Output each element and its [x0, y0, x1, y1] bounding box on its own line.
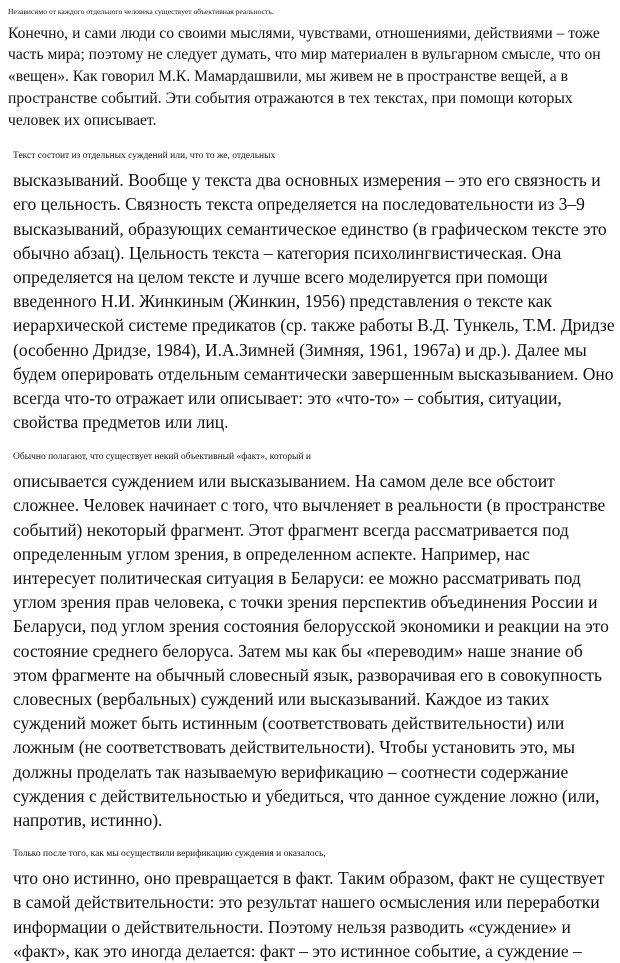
- text-line: обычно абзац). Цельность текста – категория психолингвистическая. Она: [13, 242, 562, 263]
- text-line: напротив, истинно).: [13, 810, 163, 831]
- text-line: пространстве событий. Эти события отражаются в тех текстах, при помощи которых: [8, 89, 573, 107]
- text-line: должны проделать так называемую верификацию – соотнести содержание: [13, 761, 569, 782]
- text-line: ложным (не соответствовать действительности). Чтобы установить это, мы: [13, 737, 576, 758]
- text-line: Только после того, как мы осуществили верификацию суждения и оказалось,: [13, 849, 326, 859]
- paragraph-fact-definition: [1, 842, 617, 963]
- text-line: углом зрения прав человека, с точки зрения перспектив объединения России и: [13, 592, 598, 613]
- text-line: высказываний. Вообще у текста два основных измерения – это его связность и: [13, 170, 601, 191]
- text-line: введенного Н.И. Жинкиным (Жинкин, 1956) представления о тексте как: [13, 291, 552, 312]
- text-line: Текст состоит из отдельных суждений или, что то же, отдельных: [13, 151, 276, 161]
- text-line: событий) некоторый фрагмент. Этот фрагмент всегда рассматривается под: [13, 519, 569, 540]
- text-line: Конечно, и сами люди со своими мыслями, чувствами, отношениями, действиями – тоже: [8, 24, 600, 42]
- text-line: информации о действительности. Поэтому нельзя разводить «суждение» и: [13, 916, 571, 937]
- text-line: часть мира; поэтому не следует думать, что мир материален в вульгарном смысле, что он: [8, 46, 601, 64]
- text-line: состояние среднего белоруса. Затем мы как бы «переводим» наше знание об: [13, 640, 583, 661]
- text-line: суждений может быть истинным (соответствовать действительности) или: [13, 713, 565, 734]
- text-line: его цельность. Связность текста определяется на последовательности из 3–9: [13, 194, 585, 215]
- text-line: словесных (вербальных) суждений или высказываний. Каждое из таких: [13, 689, 550, 710]
- text-line: Беларуси, под углом зрения состояния белорусской экономики и реакции на это: [13, 616, 609, 637]
- text-line: суждения с действительностью и убедиться, что данное суждение ложно (или,: [13, 785, 600, 806]
- text-line: интересует политическая ситуация в Беларуси: ее можно рассматривать под: [13, 568, 581, 589]
- text-line: этом фрагменте на обычный словесный язык, разворачивая его в совокупность: [13, 664, 602, 685]
- text-line: описывается суждением или высказыванием. На самом деле все обстоит: [13, 471, 555, 492]
- text-line: Независимо от каждого отдельного человека существует объективная реальность.: [8, 7, 274, 16]
- text-line: человек их описывает.: [8, 111, 157, 129]
- text-line: будем оперировать отдельным семантически завершенным высказыванием. Оно: [13, 363, 614, 384]
- text-line: всегда что-то отражает или описывает: это «что-то» – события, ситуации,: [13, 388, 562, 409]
- text-line: «вещен». Как говорил М.К. Мамардашвили, мы живем не в пространстве вещей, а в: [8, 68, 568, 86]
- paragraph-intro: [6, 1, 616, 131]
- text-line: в самой действительности: это результат нашего осмысления или переработки: [13, 892, 600, 913]
- text-line: определяется на целом тексте и лучше всего моделируется при помощи: [13, 267, 548, 288]
- paragraph-fact-verification: [1, 445, 617, 832]
- text-line: что оно истинно, оно превращается в факт. Таким образом, факт не существует: [13, 868, 605, 889]
- text-line: сложнее. Человек начинает с того, что вычленяет в реальности (в пространстве: [13, 495, 606, 516]
- text-line: (особенно Дридзе, 1984), И.А.Зимней (Зимняя, 1961, 1967а) и др.). Далее мы: [13, 339, 587, 360]
- text-line: Обычно полагают, что существует некий объективный «факт», который и: [13, 452, 311, 462]
- paragraph-text-structure: [1, 144, 617, 434]
- text-line: свойства предметов или лиц.: [13, 412, 229, 433]
- text-line: иерархической системе предикатов (ср. также работы В.Д. Тункель, Т.М. Дридзе: [13, 315, 615, 336]
- text-line: «факт», как это иногда делается: факт – это истинное событие, а суждение –: [13, 940, 582, 961]
- text-line: высказываний, образующих семантическое единство (в графическом тексте это: [13, 218, 607, 239]
- text-line: определенным углом зрения, в определенном аспекте. Например, нас: [13, 543, 530, 564]
